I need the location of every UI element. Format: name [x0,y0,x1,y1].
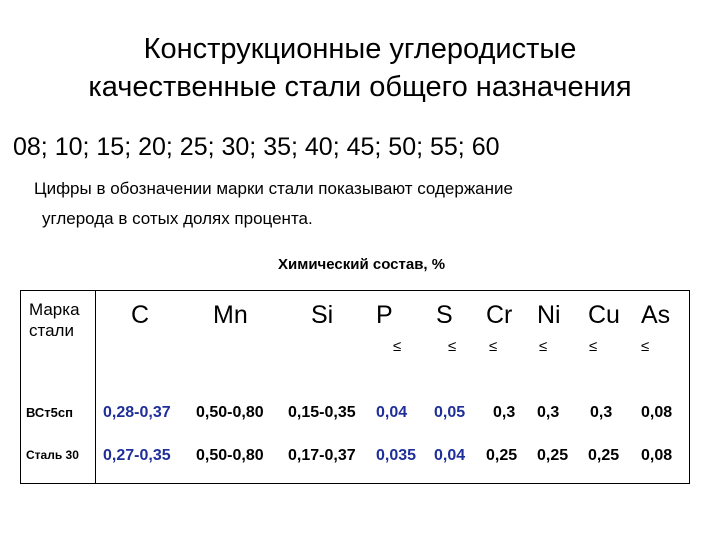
row-grade-stal-30: Сталь 30 [26,448,79,462]
cell-value: 0,04 [376,404,408,421]
grade-header-line-1: Марка [29,300,80,319]
cell-value: 0,05 [434,404,466,421]
slide-title [0,30,720,106]
cell-value: 0,08 [641,447,673,464]
cell-value: 0,25 [588,447,620,464]
cell-value: 0,15-0,35 [288,404,356,421]
grade-explanation [34,174,513,234]
header-c: C [131,301,150,329]
title-line-2: качественные стали общего назначения [88,71,632,103]
header-cu: Cu [588,301,620,329]
cell-value: 0,3 [537,404,560,421]
composition-table [20,290,690,484]
cell-value: 0,27-0,35 [103,447,171,464]
limit-cr: ≤ [489,338,498,355]
limit-as: ≤ [641,338,650,355]
table-caption: Химический состав, % [278,256,446,273]
limit-ni: ≤ [539,338,548,355]
grade-header [29,299,80,341]
row-grade-vst5sp: ВСт5сп [26,405,73,420]
header-cr: Cr [486,301,513,329]
cell-value: 0,17-0,37 [288,447,356,464]
cell-value: 0,50-0,80 [196,447,264,464]
cell-value: 0,3 [493,404,516,421]
cell-value: 0,08 [641,404,673,421]
column-divider [95,291,96,483]
note-line-1: Цифры в обозначении марки стали показывают содержание [34,179,513,198]
cell-value: 0,04 [434,447,466,464]
steel-grades-list: 08; 10; 15; 20; 25; 30; 35; 40; 45; 50; 55; 60 [13,133,500,161]
grade-header-line-2: стали [29,321,74,340]
cell-value: 0,3 [590,404,613,421]
limit-cu: ≤ [589,338,598,355]
cell-value: 0,50-0,80 [196,404,264,421]
header-si: Si [311,301,334,329]
header-ni: Ni [537,301,561,329]
cell-value: 0,035 [376,447,417,464]
limit-s: ≤ [448,338,457,355]
title-line-1: Конструкционные углеродистые [143,33,577,65]
note-line-2: углерода в сотых долях процента. [42,209,313,228]
cell-value: 0,25 [486,447,518,464]
header-as: As [641,301,671,329]
cell-value: 0,25 [537,447,569,464]
header-p: P [376,301,393,329]
cell-value: 0,28-0,37 [103,404,171,421]
header-mn: Mn [213,301,248,329]
limit-p: ≤ [393,338,402,355]
header-s: S [436,301,453,329]
